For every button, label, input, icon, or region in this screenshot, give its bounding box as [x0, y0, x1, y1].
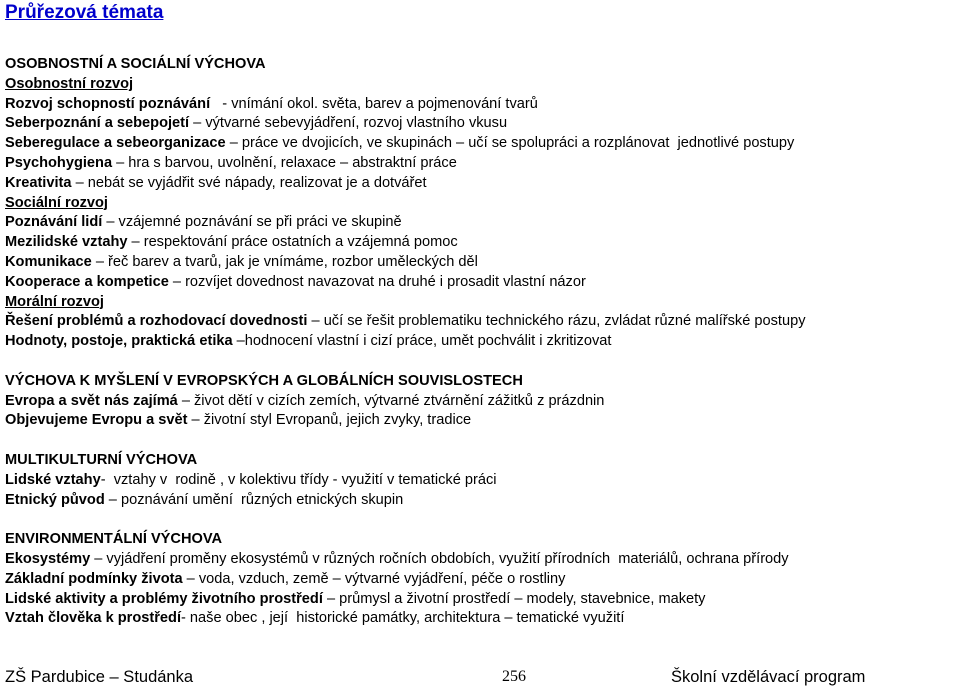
topic-row: [5, 134, 955, 154]
section-heading-osv: OSOBNOSTNÍ A SOCIÁLNÍ VÝCHOVA: [5, 56, 266, 72]
topic-desc: – životní styl Evropanů, jejich zvyky, tradice: [187, 412, 472, 429]
topic-desc: – voda, vzduch, země – výtvarné vyjádření, péče o rostliny: [182, 570, 566, 587]
topic-row: [5, 609, 955, 629]
topic-row: [5, 213, 955, 233]
page-footer: [5, 668, 955, 688]
topic-term: Objevujeme Evropu a svět: [5, 412, 188, 429]
footer-page-number: 256: [502, 668, 526, 685]
topic-desc: - vnímání okol. světa, barev a pojmenování tvarů: [210, 95, 538, 112]
section-heading-vmegs: VÝCHOVA K MYŠLENÍ V EVROPSKÝCH A GLOBÁLNÍCH SOUVISLOSTECH: [5, 372, 523, 389]
spacer: [5, 510, 955, 530]
subheading-osobnostni-rozvoj: Osobnostní rozvoj: [5, 75, 134, 92]
topic-term: Řešení problémů a rozhodovací dovednosti: [5, 313, 308, 330]
topic-row: [5, 471, 955, 491]
topic-desc: – vzájemné poznávání se při práci ve skupině: [102, 214, 402, 231]
topic-term: Evropa a svět nás zajímá: [5, 392, 178, 409]
topic-row: [5, 154, 955, 174]
section-heading-mkv: MULTIKULTURNÍ VÝCHOVA: [5, 451, 198, 468]
topic-row: [5, 491, 955, 511]
topic-row: [5, 253, 955, 273]
topic-row: [5, 114, 955, 134]
topic-desc: – učí se řešit problematiku technického rázu, zvládat různé malířské postupy: [307, 313, 806, 330]
topic-term: Lidské aktivity a problémy životního prostředí: [5, 590, 323, 607]
topic-term: Rozvoj schopností poznávání: [5, 95, 211, 112]
topic-desc: – rozvíjet dovednost navazovat na druhé i prosadit vlastní názor: [168, 273, 586, 290]
topic-term: Lidské vztahy: [5, 471, 101, 488]
topic-row: [5, 392, 955, 412]
topic-term: Psychohygiena: [5, 154, 113, 171]
topic-desc: – vyjádření proměny ekosystémů v různých ročních obdobích, využití přírodních materiálů, ochrana přírody: [90, 550, 789, 567]
topic-term: Kooperace a kompetice: [5, 273, 169, 290]
topic-desc: – život dětí v cizích zemích, výtvarné ztvárnění zážitků z prázdnin: [177, 392, 605, 409]
page-title[interactable]: Průřezová témata: [5, 2, 164, 23]
topic-term: Seberpoznání a sebepojetí: [5, 115, 190, 132]
footer-program: Školní vzdělávací program: [671, 668, 866, 686]
topic-row: [5, 570, 955, 590]
topic-row: [5, 273, 955, 293]
topic-desc: –hodnocení vlastní i cizí práce, umět pochválit i zkritizovat: [232, 333, 612, 350]
topic-row: [5, 332, 955, 352]
topic-desc: – poznávání umění různých etnických skupin: [104, 491, 404, 508]
topic-term: Etnický původ: [5, 491, 105, 508]
topic-desc: - vztahy v rodině , v kolektivu třídy - využití v tematické práci: [100, 471, 497, 488]
topic-desc: - naše obec , její historické památky, architektura – tematické využití: [181, 610, 625, 627]
topic-term: Kreativita: [5, 174, 72, 191]
topic-desc: – respektování práce ostatních a vzájemná pomoc: [127, 234, 458, 251]
topic-term: Mezilidské vztahy: [5, 234, 128, 251]
topic-row: [5, 95, 955, 115]
topic-row: [5, 233, 955, 253]
subheading-moralni-rozvoj: Morální rozvoj: [5, 293, 104, 310]
spacer: [5, 352, 955, 372]
topic-term: Základní podmínky života: [5, 570, 183, 587]
topic-row: [5, 550, 955, 570]
topic-row: [5, 590, 955, 610]
topic-desc: – nebát se vyjádřit své nápady, realizovat je a dotvářet: [71, 174, 427, 191]
section-heading-env: ENVIRONMENTÁLNÍ VÝCHOVA: [5, 531, 223, 548]
topic-row: [5, 174, 955, 194]
topic-desc: – výtvarné sebevyjádření, rozvoj vlastního vkusu: [189, 115, 508, 132]
topic-row: [5, 411, 955, 431]
topic-term: Poznávání lidí: [5, 214, 103, 231]
topic-desc: – práce ve dvojicích, ve skupinách – učí se spolupráci a rozplánovat jednotlivé postupy: [225, 135, 795, 152]
topic-term: Hodnoty, postoje, praktická etika: [5, 333, 233, 350]
spacer: [5, 431, 955, 451]
topic-term: Ekosystémy: [5, 550, 91, 567]
topic-desc: – řeč barev a tvarů, jak je vnímáme, rozbor uměleckých děl: [91, 253, 478, 270]
footer-school: ZŠ Pardubice – Studánka: [5, 668, 194, 686]
topic-desc: – průmysl a životní prostředí – modely, stavebnice, makety: [322, 590, 706, 607]
topic-term: Komunikace: [5, 253, 92, 270]
subheading-socialni-rozvoj: Sociální rozvoj: [5, 194, 108, 211]
topic-row: [5, 312, 955, 332]
topic-term: Vztah člověka k prostředí: [5, 610, 182, 627]
topic-term: Seberegulace a sebeorganizace: [5, 135, 226, 152]
topic-desc: – hra s barvou, uvolnění, relaxace – abstraktní práce: [112, 154, 457, 171]
content: [5, 55, 955, 629]
